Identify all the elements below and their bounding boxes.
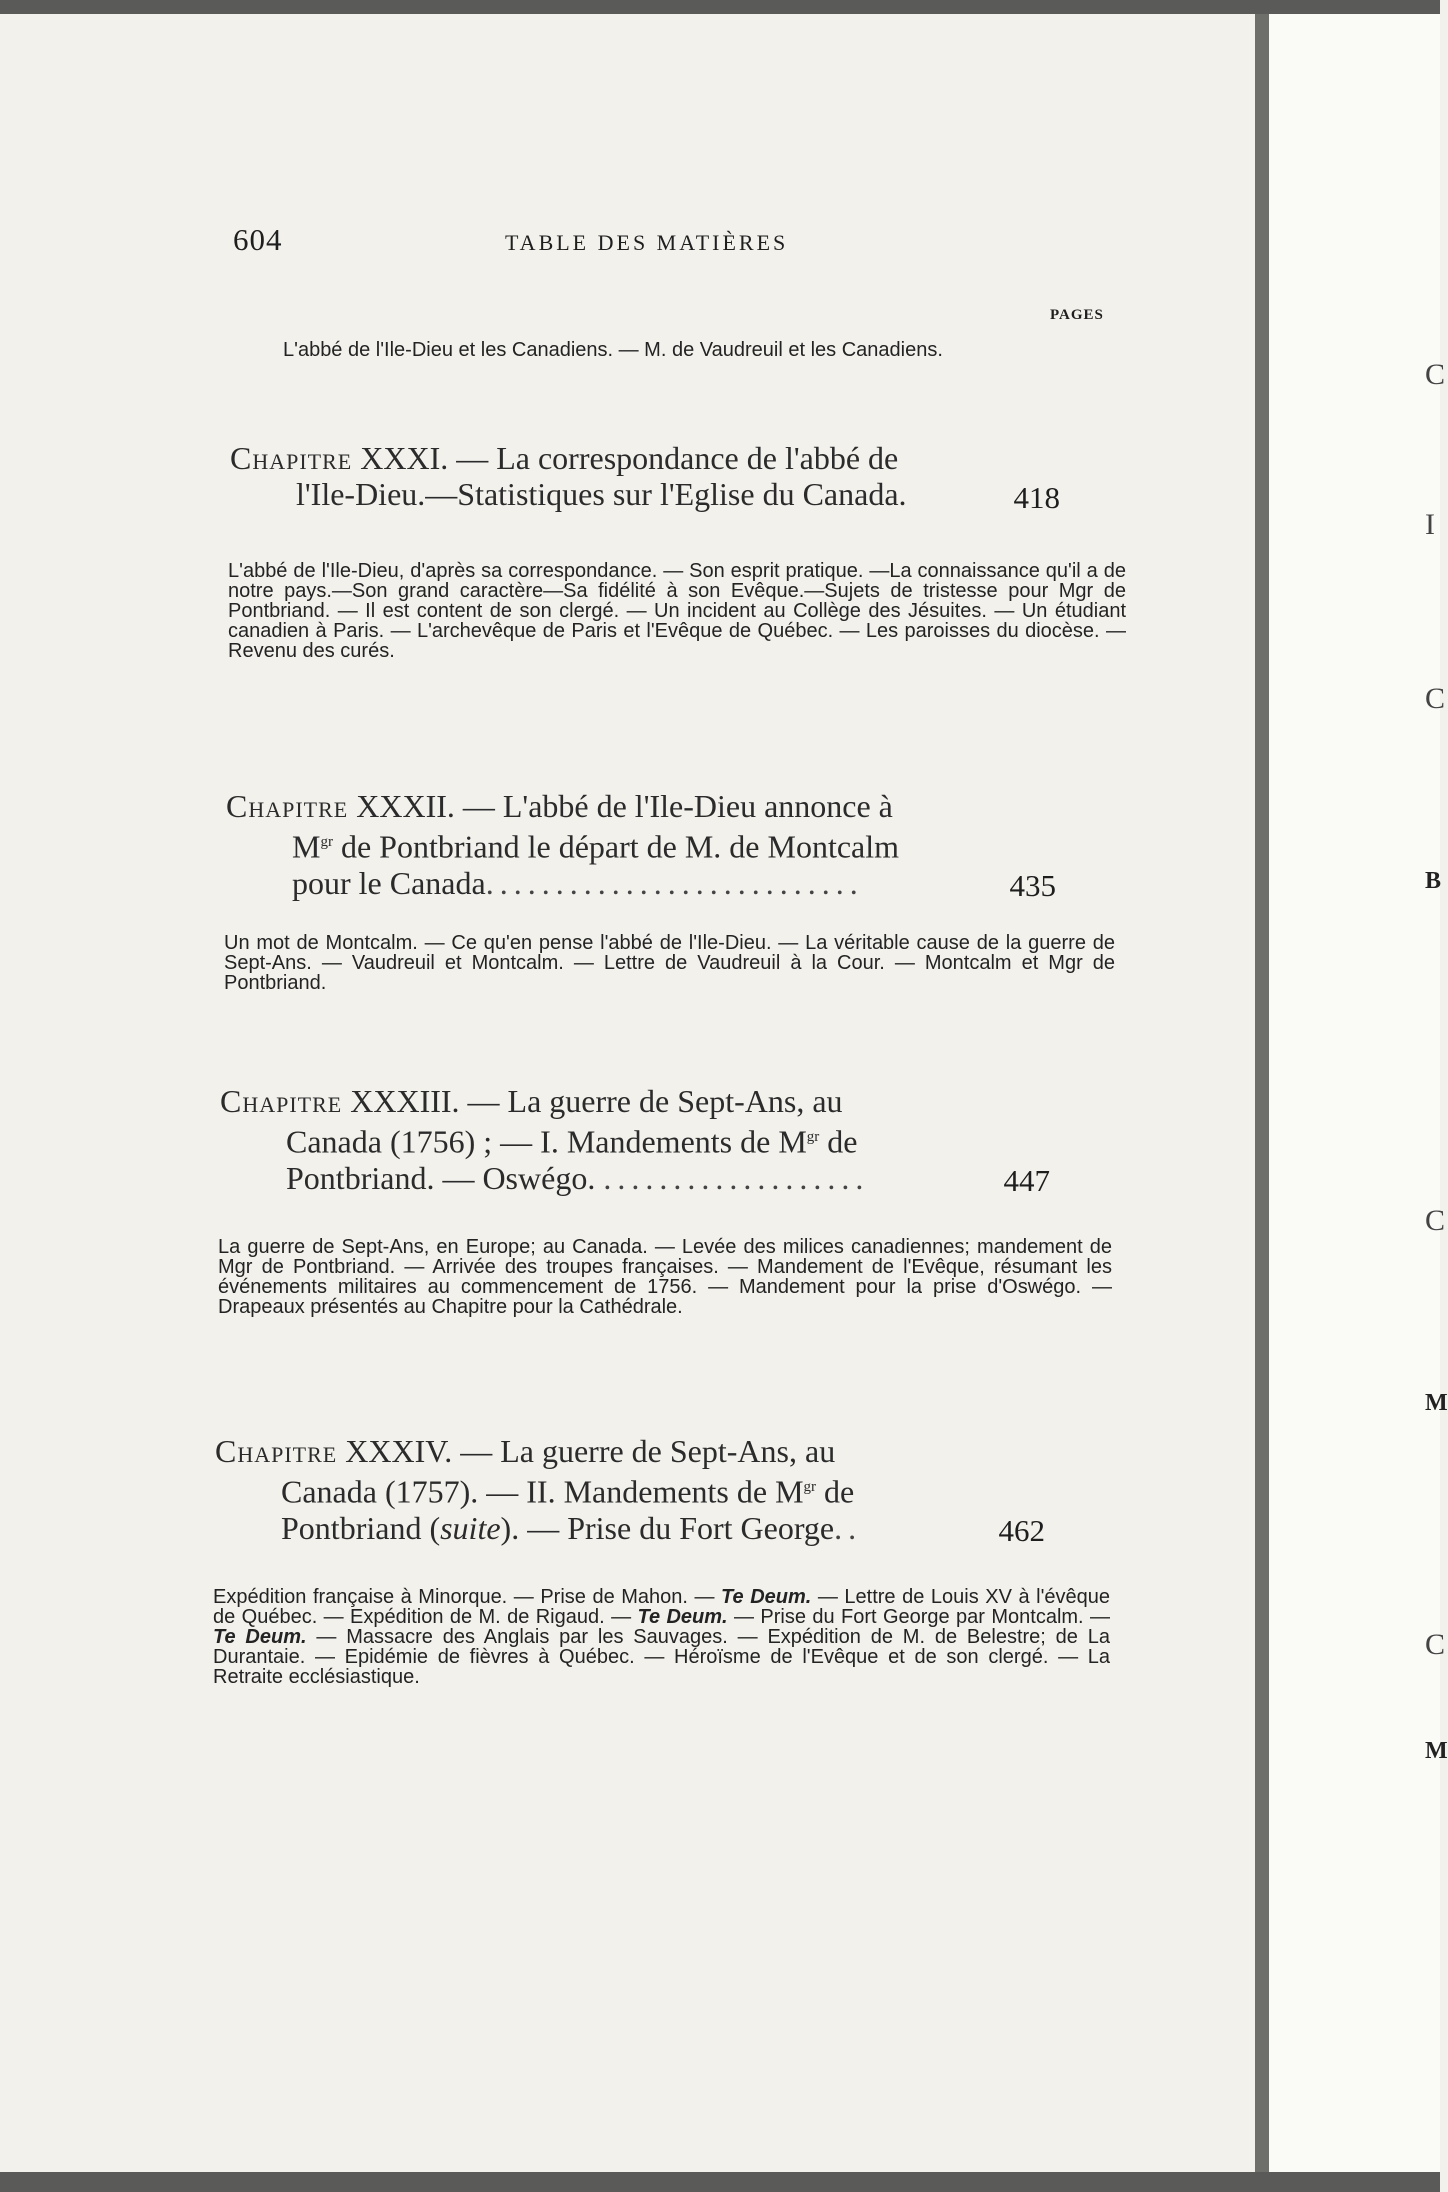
chapter-word: Chapitre — [230, 440, 353, 476]
adjacent-page-letter: M — [1425, 1738, 1448, 1764]
chapter-title: — La correspondance de l'abbé de — [456, 440, 899, 476]
chapter-title: — L'abbé de l'Ile-Dieu annonce à — [462, 788, 893, 824]
page-number: 604 — [233, 222, 283, 257]
pages-column-label: PAGES — [1050, 307, 1104, 323]
top-scan-border — [0, 0, 1440, 14]
chapter-word: Chapitre — [215, 1433, 338, 1469]
adjacent-page — [1268, 14, 1440, 2172]
chapter-heading — [226, 788, 1056, 901]
chapter-number: XXXIII. — [350, 1083, 460, 1119]
adjacent-page-letter: C — [1425, 682, 1446, 715]
chapter-title-line — [230, 440, 1060, 476]
chapter-number: XXXII. — [356, 788, 455, 824]
chapter-title: — La guerre de Sept-Ans, au — [460, 1433, 836, 1469]
chapter-title-line: Pontbriand. — Oswégo. ................... — [286, 1159, 870, 1196]
page-reference: 418 — [1013, 480, 1060, 515]
chapter-title-line: Canada (1757). — II. Mandements de $M^{gr}$ de — [281, 1473, 855, 1510]
chapter-title-line: Canada (1756) ; — I. Mandements de $M^{gr}$ de — [286, 1123, 858, 1160]
chapter-title-line: $M^{gr}$ de Pontbriand le départ de M. de Montcalm — [292, 828, 900, 865]
chapter-title-line — [220, 1083, 1050, 1119]
adjacent-page-letter: C — [1425, 1204, 1446, 1237]
chapter-heading — [230, 440, 1060, 515]
page-reference: 435 — [1009, 868, 1056, 903]
chapter-title-line: l'Ile-Dieu.—Statistiques sur l'Eglise du Canada. — [296, 476, 907, 512]
chapter-title-line: Pontbriand (suite). — Prise du Fort George.. — [281, 1509, 863, 1546]
chapter-summary: Un mot de Montcalm. — Ce qu'en pense l'abbé de l'Ile-Dieu. — La véritable cause de la guerre de Sept-Ans. — Vaudreuil et Montcalm. — Lettre de Vaudreuil à la Cour. — Montcalm et Mgr de Pontbriand. — [224, 932, 1115, 994]
running-head: TABLE DES MATIÈRES — [505, 230, 789, 255]
adjacent-page-letter: M — [1425, 1390, 1448, 1416]
chapter-title-line — [215, 1433, 1045, 1469]
chapter-summary: Expédition française à Minorque. — Prise de Mahon. — Te Deum. — Lettre de Louis XV à l'évêque de Québec. — Expédition de M. de Rigaud. — Te Deum. — Prise du Fort George par Montcalm. — Te Deum. — Massacre des Anglais par les Sauvages. — Expédition de M. de Belestre; de La Durantaie. — Epidémie de fièvres à Québec. — Héroïsme de l'Evêque et de son clergé. — La Retraite ecclésiastique. — [213, 1586, 1111, 1688]
page-reference: 462 — [998, 1513, 1045, 1548]
dot-leader: ................... — [603, 1159, 870, 1196]
adjacent-page-letter: C — [1425, 358, 1446, 391]
chapter-summary: L'abbé de l'Ile-Dieu, d'après sa correspondance. — Son esprit pratique. —La connaissance qu'il a de notre pays.—Son grand caractère—Sa fidélité à son Evêque.—Sujets de tristesse pour Mgr de Pontbriand. — Il est content de son clergé. — Un incident au Collège des Jésuites. — Un étudiant canadien à Paris. — L'archevêque de Paris et l'Evêque de Québec. — Les paroisses du diocèse. — Revenu des curés. — [228, 560, 1126, 662]
page-reference: 447 — [1003, 1163, 1050, 1198]
adjacent-page-letter: C — [1425, 1628, 1446, 1661]
dot-leader: .. — [834, 1509, 863, 1546]
chapter-heading — [215, 1433, 1045, 1546]
chapter-heading — [220, 1083, 1050, 1196]
chapter-number: XXXI. — [360, 440, 449, 476]
page-gutter — [1255, 14, 1269, 2172]
dot-leader: ........................... — [485, 864, 864, 901]
chapter-title: — La guerre de Sept-Ans, au — [467, 1083, 843, 1119]
chapter-title-line: pour le Canada........................... — [292, 864, 864, 901]
chapter-summary: La guerre de Sept-Ans, en Europe; au Canada. — Levée des milices canadiennes; mandement de Mgr de Pontbriand. — Arrivée des troupes françaises. — Mandement de l'Evêque, résumant les événements militaires au commencement de 1756. — Mandement pour la prise d'Oswégo. — Drapeaux présentés au Chapitre pour la Cathédrale. — [218, 1236, 1112, 1318]
chapter-word: Chapitre — [220, 1083, 343, 1119]
adjacent-page-letter: B — [1425, 868, 1442, 894]
adjacent-page-letter: I — [1425, 508, 1435, 541]
chapter-title-line — [226, 788, 1056, 824]
chapter-word: Chapitre — [226, 788, 349, 824]
chapter-number: XXXIV. — [345, 1433, 453, 1469]
chapter-summary: L'abbé de l'Ile-Dieu et les Canadiens. — M. de Vaudreuil et les Canadiens. — [283, 339, 943, 361]
bottom-scan-border — [0, 2172, 1440, 2192]
